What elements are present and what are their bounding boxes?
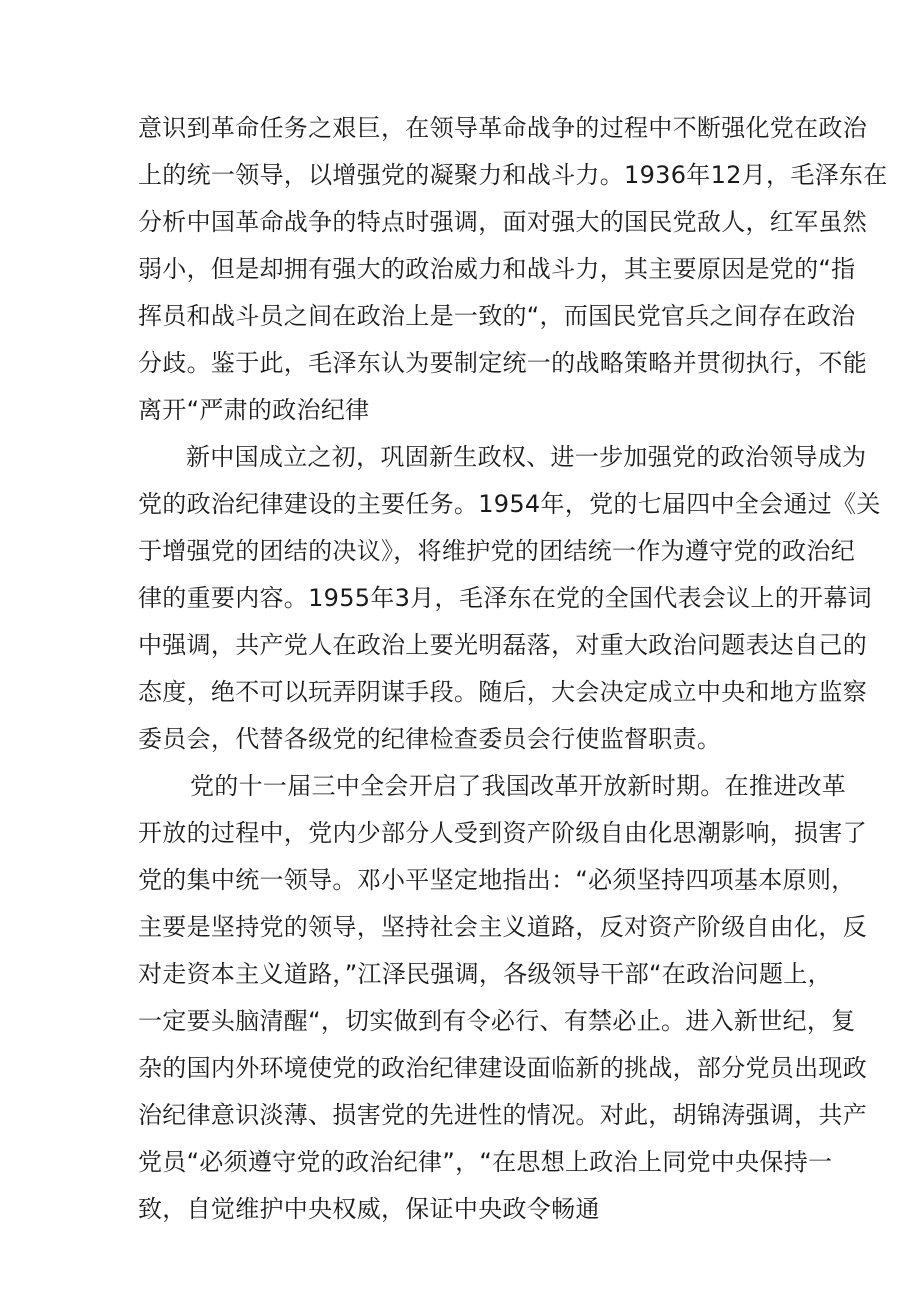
text-line: 意识到革命任务之艰巨，在领导革命战争的过程中不断强化党在政治 [138, 114, 867, 142]
text-line: 挥员和战斗员之间在政治上是一致的“，而国民党官兵之间存在政治 [138, 302, 856, 330]
text-line: 委员会，代替各级党的纪律检查委员会行使监督职责。 [138, 725, 722, 753]
text-line: 致，自觉维护中央权威，保证中央政令畅通 [138, 1195, 600, 1223]
text-line: 分歧。鉴于此，毛泽东认为要制定统一的战略策略并贯彻执行，不能 [138, 349, 867, 377]
text-line: 弱小，但是却拥有强大的政治威力和战斗力，其主要原因是党的“指 [138, 255, 856, 283]
text-line: 党员“必须遵守党的政治纪律”，“在思想上政治上同党中央保持一 [138, 1148, 833, 1176]
text-line: 党的集中统一领导。邓小平坚定地指出：“必须坚持四项基本原则， [138, 866, 856, 894]
text-line: 新中国成立之初，巩固新生政权、进一步加强党的政治领导成为 [186, 443, 867, 471]
text-line: 开放的过程中，党内少部分人受到资产阶级自由化思潮影响，损害了 [138, 819, 867, 847]
text-line: 态度，绝不可以玩弄阴谋手段。随后，大会决定成立中央和地方监察 [138, 678, 867, 706]
text-line: 中强调，共产党人在政治上要光明磊落，对重大政治问题表达自己的 [138, 631, 867, 659]
text-line: 对走资本主义道路，”江泽民强调，各级领导干部“在政治问题上， [138, 960, 832, 988]
text-line: 治纪律意识淡薄、损害党的先进性的情况。对此，胡锦涛强调，共产 [138, 1101, 867, 1129]
text-line: 离开“严肃的政治纪律 [138, 396, 370, 424]
text-line: 杂的国内外环境使党的政治纪律建设面临新的挑战，部分党员出现政 [138, 1054, 867, 1082]
text-line: 党的十一届三中全会开启了我国改革开放新时期。在推进改革 [190, 772, 847, 800]
text-line: 党的政治纪律建设的主要任务。1954年，党的七届四中全会通过《关 [138, 490, 881, 518]
text-line: 律的重要内容。1955年3月，毛泽东在党的全国代表会议上的开幕词 [138, 584, 872, 612]
text-line: 于增强党的团结的决议》，将维护党的团结统一作为遵守党的政治纪 [138, 537, 855, 565]
text-line: 分析中国革命战争的特点时强调，面对强大的国民党敌人，红军虽然 [138, 208, 867, 236]
text-line: 主要是坚持党的领导，坚持社会主义道路，反对资产阶级自由化，反 [138, 913, 867, 941]
text-line: 一定要头脑清醒“，切实做到有令必行、有禁必止。进入新世纪，复 [138, 1007, 856, 1035]
text-line: 上的统一领导，以增强党的凝聚力和战斗力。1936年12月，毛泽东在 [138, 161, 888, 189]
